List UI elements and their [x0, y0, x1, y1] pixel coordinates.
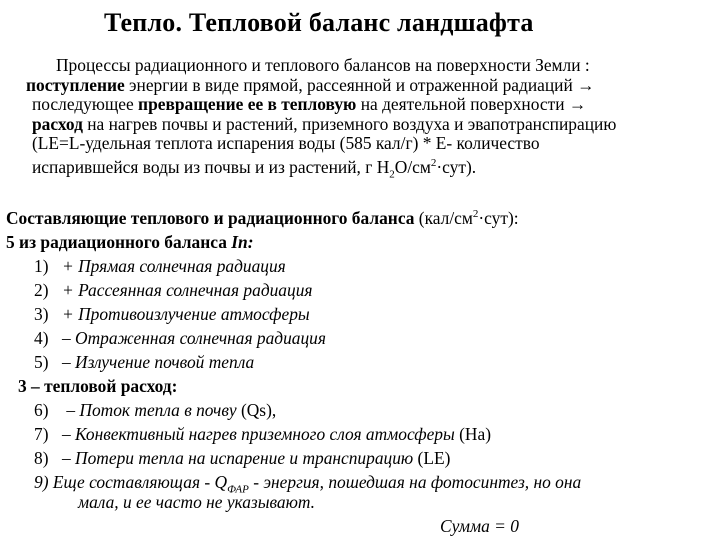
intro-line: Процессы радиационного и теплового балансов на поверхности Земли :: [56, 55, 590, 75]
radiation-heading-bold: 5 из радиационного баланса: [6, 232, 232, 252]
sum-line: Сумма = 0: [440, 516, 519, 536]
list-item: [34, 448, 450, 469]
intro-text: на нагрев почвы и растений, приземного воздуха и эвапотранспирацию: [82, 113, 617, 134]
components-heading: [6, 208, 519, 229]
item-text: - энергия, пошедшая на фотосинтез, но она: [248, 472, 582, 492]
subscript: ФАР: [227, 483, 249, 496]
list-item: [34, 280, 312, 301]
intro-text: на деятельной поверхности →: [356, 94, 587, 114]
list-item: [34, 400, 276, 421]
item-number: 4): [34, 328, 49, 348]
item-number: 7): [34, 424, 49, 444]
item-number: 8): [34, 448, 49, 468]
item-text: + Прямая солнечная радиация: [62, 256, 286, 276]
list-item: [34, 304, 310, 325]
item-symbol: (Ha): [454, 424, 492, 444]
intro-line: [0, 76, 720, 96]
item-symbol: (Qs),: [236, 400, 277, 420]
list-item-continuation: мала, и ее часто не указывают.: [78, 492, 315, 512]
item-number: 3): [34, 304, 49, 324]
list-item: [34, 352, 254, 373]
radiation-heading-in: In:: [231, 232, 254, 252]
item-text: – Излучение почвой тепла: [62, 352, 255, 372]
intro-text: испарившейся воды из почвы и из растений, г H: [32, 156, 390, 177]
item-number: 2): [34, 280, 49, 300]
intro-line: [0, 115, 720, 135]
item-text: 9) Еще составляющая - Q: [34, 472, 228, 492]
superscript: 2: [472, 208, 479, 221]
item-number: 6): [34, 400, 49, 420]
components-heading-text: ·сут):: [478, 208, 519, 228]
superscript: 2: [430, 156, 437, 169]
item-number: 1): [34, 256, 49, 276]
page-title: Тепло. Тепловой баланс ландшафта: [104, 8, 534, 37]
subscript: 2: [389, 167, 395, 180]
radiation-heading: [6, 232, 253, 253]
intro-paragraph: [0, 56, 720, 184]
components-heading-text: (кал/см: [414, 208, 473, 228]
intro-text: последующее: [32, 94, 139, 114]
intro-line: [0, 154, 720, 185]
item-text: – Конвективный нагрев приземного слоя атмосферы: [62, 424, 455, 444]
item-text: – Отраженная солнечная радиация: [62, 328, 326, 348]
intro-text: энергии в виде прямой, рассеянной и отраженной радиаций →: [124, 74, 595, 95]
intro-line: [0, 95, 720, 115]
item-text: + Противоизлучение атмосферы: [62, 304, 310, 324]
list-item: [34, 424, 491, 445]
intro-term-expense: расход: [32, 113, 83, 134]
item-text: + Рассеянная солнечная радиация: [62, 280, 313, 300]
components-heading-bold: Составляющие теплового и радиационного баланса: [6, 208, 415, 228]
intro-line: (LE=L-удельная теплота испарения воды (585 кал/г) * E- количество: [32, 133, 540, 153]
intro-text: O/см: [394, 156, 431, 177]
list-item: [34, 328, 326, 349]
list-item: [34, 256, 286, 277]
intro-text: ·сут).: [436, 156, 477, 177]
heat-heading: [18, 376, 177, 397]
heat-heading-bold: 3 – тепловой расход:: [18, 376, 178, 396]
item-symbol: (LE): [413, 448, 451, 468]
item-text: – Поток тепла в почву: [62, 400, 237, 420]
item-number: 5): [34, 352, 49, 372]
intro-term-conversion: превращение ее в тепловую: [138, 94, 357, 114]
intro-term-intake: поступление: [26, 74, 125, 95]
item-text: – Потери тепла на испарение и транспирацию: [62, 448, 414, 468]
